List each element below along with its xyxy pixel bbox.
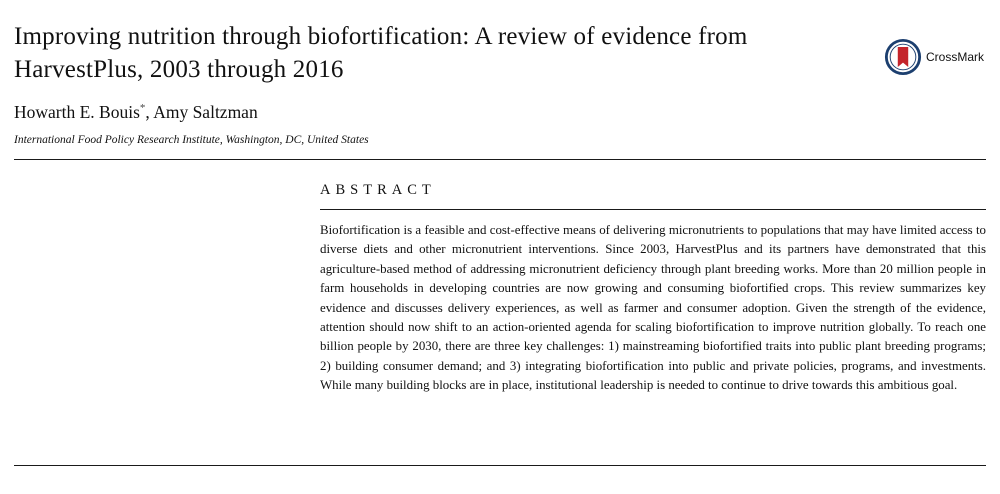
author-name-2: Amy Saltzman xyxy=(153,102,258,122)
paper-title: Improving nutrition through biofortification: A review of evidence from HarvestPlus, 2003 through 2016 xyxy=(14,23,748,83)
abstract-section xyxy=(320,182,986,396)
footer-divider xyxy=(14,465,986,466)
affiliation-line: International Food Policy Research Institute, Washington, DC, United States xyxy=(14,134,369,146)
abstract-text: Biofortification is a feasible and cost-effective means of delivering micronutrients to populations that may have limited access to diverse diets and other micronutrient interventions. Since 2003, HarvestPlus and its partners have demonstrated that this agriculture-based method of addressing micronutrient deficiency through plant breeding works. More than 20 million people in farm households in developing countries are now growing and consuming biofortified crops. This review summarizes key evidence and discusses delivery experiences, as well as farmer and consumer adoption. Given the strength of the evidence, attention should now shift to an action-oriented agenda for scaling biofortification to improve nutrition globally. To reach one billion people by 2030, there are three key challenges: 1) mainstreaming biofortified traits into public plant breeding programs; 2) building consumer demand; and 3) integrating biofortification into public and private policies, programs, and investments. While many building blocks are in place, institutional leadership is needed to continue to drive towards this ambitious goal. xyxy=(320,209,986,396)
crossmark-label: CrossMark xyxy=(925,50,984,64)
header-divider xyxy=(14,159,986,160)
author-separator: , xyxy=(145,102,154,122)
corresponding-author-marker[interactable]: * xyxy=(139,102,146,115)
abstract-heading: ABSTRACT xyxy=(320,182,436,198)
author-name-1: Howarth E. Bouis xyxy=(14,102,140,122)
authors-line xyxy=(14,102,986,123)
crossmark-badge[interactable] xyxy=(884,38,984,76)
crossmark-logo-icon xyxy=(884,38,922,76)
